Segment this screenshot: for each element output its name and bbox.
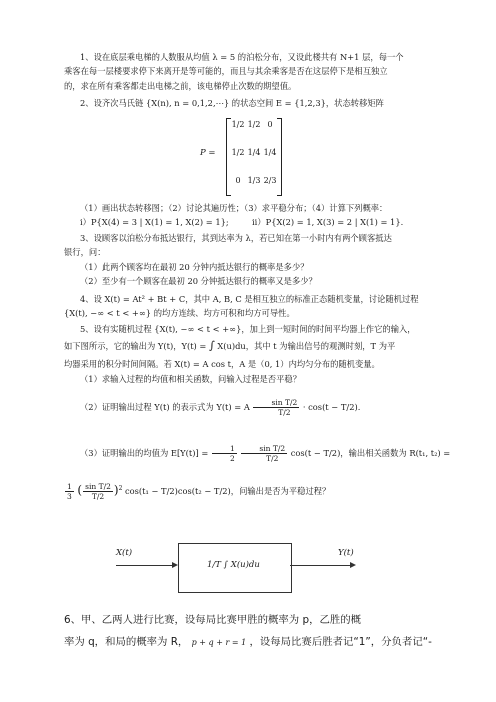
half-fraction: $\frac{1}{2}$ (212, 444, 237, 463)
q6-sum-equation: p + q + r = 1 (191, 638, 247, 647)
q5-line-2a: 如下图所示，它的输出为 Y(t)，Y(t) = (64, 341, 207, 351)
sin-over-t-fraction: $\frac{\text{sin T/2}}{T/2}$ (241, 444, 287, 463)
q2-prob-ii: ii）P{X(2) = 1, X(3) = 2 | X(1) = 1}. (252, 217, 404, 227)
third-fraction: $\frac{1}{3}$ (67, 482, 72, 501)
averager-block (178, 543, 292, 593)
q6-line-2a: 率为 q，和局的概率为 R， (64, 636, 189, 648)
q5-sub-2a: （2）证明输出过程 Y(t) 的表示式为 Y(t) = A (80, 402, 250, 412)
q5-sub-3 (64, 444, 452, 463)
q2-probabilities (80, 215, 460, 229)
q1-line-1: 1、设在底层乘电梯的人数服从均值 λ = 5 的泊松分布，又设此楼共有 N+1 层，每一个 (80, 52, 404, 62)
fraction-numerator: sin T/2 (253, 398, 299, 408)
matrix-cell: 0 (235, 176, 241, 185)
q5-sub-2 (64, 398, 452, 417)
question-4 (64, 292, 452, 321)
question-3 (64, 231, 452, 289)
q5-sub-2b: · cos(t − T/2). (302, 402, 361, 412)
q2-prob-i: i）P{X(4) = 3 | X(1) = 1, X(2) = 1}; (80, 217, 229, 227)
q5-line-2b: X(u)du，其中 t 为输出信号的观测时刻，T 为平 (217, 341, 396, 351)
question-1 (64, 50, 452, 93)
question-2-intro: 2、设齐次马氏链 {X(n), n = 0,1,2,⋯} 的状态空间 E = {1,2,3}，状态转移矩阵 (80, 98, 384, 108)
q3-sub-1: （1）此两个顾客均在最初 20 分钟内抵达银行的概率是多少？ (80, 261, 309, 272)
q5-sub-3-cont: $\frac{1}{3}$ ( $\frac{\text{sin T/2}}{T/2}$ )$^2$ cos(t₁ − T/2)cos(t₂ − T/2)，问输出是否为平稳过程？ (67, 482, 331, 501)
matrix-cell: 1/2 (247, 120, 261, 129)
output-arrow-head (350, 562, 356, 568)
q5-line-2 (64, 339, 452, 353)
sin-over-t-fraction (253, 398, 299, 417)
matrix-cell: 1/3 (247, 176, 261, 185)
output-arrow-line (290, 565, 350, 566)
q3-line-2: 银行，问： (64, 247, 106, 258)
q5-sub-3b: cos(t − T/2)，输出相关函数为 R(t₁, t₂) = (290, 448, 451, 458)
q5-sub-3a: （3）证明输出的均值为 E[Y(t)] = (80, 448, 209, 458)
question-6-line-1: 6、甲、乙两人进行比赛，设每局比赛甲胜的概率为 p，乙胜的概 (64, 614, 362, 626)
q6-line-2c: ，设每局比赛后胜者记“1”，分负者记“- (249, 636, 432, 648)
matrix-right-bracket (277, 118, 282, 196)
matrix-cell: 1/2 (231, 120, 245, 129)
sin-over-t-fraction: $\frac{\text{sin T/2}}{T/2}$ (85, 482, 111, 501)
matrix-cell: 1/4 (263, 148, 277, 157)
q5-line-3: 均器采用的积分时间间隔。若 X(t) = A cos t，A 是（0, 1）内均匀分布的随机变量。 (64, 359, 380, 369)
matrix-label: P = (200, 148, 216, 158)
q1-line-3: 的，求在所有乘客都走出电梯之前，该电梯停止次数的期望值。 (64, 80, 297, 91)
q4-line-1: 4、设 X(t) = At² + Bt + C，其中 A, B, C 是相互独立的标准正态随机变量，讨论随机过程 (80, 294, 419, 304)
q5-line-1: 5、设有实随机过程 {X(t), −∞ < t < +∞}，加上到一短时间的时间平均器上作它的输入， (80, 324, 416, 334)
q2-tasks: （1）画出状态转移图；（2）讨论其遍历性；（3）求平稳分布；（4）计算下列概率： (80, 203, 388, 213)
fraction-denominator: T/2 (278, 408, 291, 417)
diagram-output-label: Y(t) (338, 548, 354, 558)
q1-line-2: 乘客在每一层楼要求停下来离开是等可能的，而且与其余乘客是否在这层停下是相互独立 (64, 66, 388, 77)
q5-sub-3c: cos(t₁ − T/2)cos(t₂ − T/2)，问输出是否为平稳过程？ (125, 486, 331, 496)
q3-line-1: 3、设顾客以泊松分布抵达银行，其到达率为 λ，若已知在第一小时内有两个顾客抵达 (80, 233, 392, 243)
matrix-cell: 1/2 (231, 148, 245, 157)
q3-sub-2: （2）至少有一个顾客在最初 20 分钟抵达银行的概率又是多少？ (80, 276, 317, 287)
matrix-cell: 1/4 (247, 148, 261, 157)
q5-sub-1: （1）求输入过程的均值和相关函数，问输入过程是否平稳？ (80, 374, 301, 384)
question-6-line-2 (64, 632, 464, 653)
input-arrow-line (116, 565, 172, 566)
matrix-cell: 0 (267, 120, 273, 129)
matrix-cell: 2/3 (263, 176, 277, 185)
q4-line-2: {X(t), −∞ < t < +∞} 的均方连续、均方可积和均方可导性。 (64, 308, 295, 319)
diagram-input-label: X(t) (116, 548, 133, 558)
integral-sign: ∫ (209, 339, 215, 352)
averager-formula: 1/T ∫ X(u)du (207, 560, 260, 570)
transition-matrix (226, 118, 282, 194)
